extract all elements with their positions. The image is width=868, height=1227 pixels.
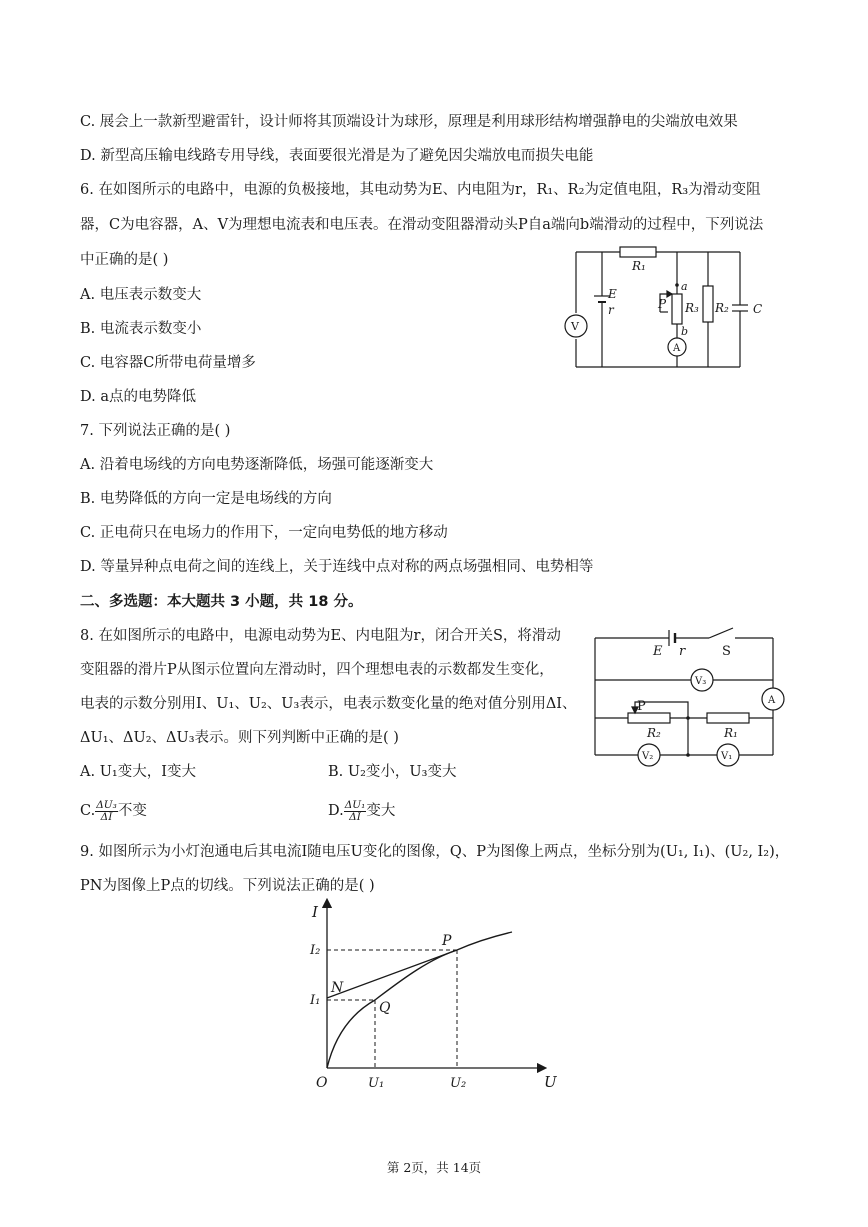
q6-circuit-diagram — [560, 240, 780, 375]
q8-v3-label: V₃ — [695, 676, 707, 687]
q8-label-p: P — [637, 699, 646, 714]
q9-axis-i: I — [312, 903, 318, 921]
q6-label-c: C — [753, 302, 763, 316]
q9-point-n: N — [331, 980, 344, 996]
q5-option-c: C. 展会上一款新型避雷针，设计师将其顶端设计为球形，原理是利用球形结构增强静电的尖端放电效果 — [80, 114, 738, 130]
q9-tick-u2: U₂ — [450, 1076, 467, 1091]
q7-option-b: B. 电势降低的方向一定是电场线的方向 — [80, 491, 332, 507]
q7-stem: 7. 下列说法正确的是( ) — [80, 423, 231, 439]
q8-v1-label: V₁ — [721, 751, 733, 762]
q8-options-row2 — [80, 798, 396, 824]
q8-label-s: S — [722, 644, 731, 659]
q8-label-e: E — [653, 644, 663, 659]
q9-tick-u1: U₁ — [368, 1076, 385, 1091]
q8-label-r2: R₂ — [647, 726, 661, 740]
q7-option-d: D. 等量异种点电荷之间的连线上，关于连线中点对称的两点场强相同、电势相等 — [80, 559, 594, 575]
q6-label-r1: R₁ — [632, 259, 646, 273]
q9-point-q: Q — [379, 1000, 391, 1016]
q6-label-r3: R₃ — [685, 301, 699, 315]
q6-label-r2: R₂ — [715, 301, 729, 315]
q6-label-e: E — [608, 287, 617, 301]
section-2-heading: 二、多选题：本大题共 3 小题，共 18 分。 — [80, 594, 363, 610]
q8-option-d: D. $\frac{\text{ΔU₁}}{\Delta I}$ 变大 — [328, 798, 396, 823]
q8-stem-line3: 电表的示数分别用I、U₁、U₂、U₃表示，电表示数变化量的绝对值分别用ΔI、 — [80, 696, 577, 712]
q8-v2-label: V₂ — [642, 751, 654, 762]
q6-option-d: D. a点的电势降低 — [80, 389, 196, 405]
q9-stem-line2: PN为图像上P点的切线。下列说法正确的是( ) — [80, 878, 375, 894]
q6-option-a: A. 电压表示数变大 — [80, 287, 202, 303]
q6-option-c: C. 电容器C所带电荷量增多 — [80, 355, 256, 371]
q8-option-b: B. U₂变小，U₃变大 — [328, 764, 457, 780]
q6-label-r: r — [608, 303, 614, 317]
q8-label-r: r — [679, 644, 686, 659]
q6-option-b: B. 电流表示数变小 — [80, 321, 202, 337]
q8-option-c: C. $\frac{\text{ΔU₃}}{\Delta I}$ 不变 — [80, 798, 147, 823]
q8-stem-line2: 变阻器的滑片P从图示位置向左滑动时，四个理想电表的示数都发生变化， — [80, 662, 554, 678]
q6-stem-line2: 器，C为电容器，A、V为理想电流表和电压表。在滑动变阻器滑动头P自a端向b端滑动的过程中，下列说法 — [80, 217, 764, 233]
q9-origin: O — [316, 1075, 328, 1091]
q6-stem-line3: 中正确的是( ) — [80, 252, 169, 268]
page-footer: 第 2页，共 14页 — [386, 1160, 482, 1175]
q9-tick-i1: I₁ — [310, 993, 321, 1008]
q6-ammeter-label: A — [673, 343, 681, 354]
q8-ammeter-label: A — [768, 695, 776, 706]
q6-label-p: P — [658, 297, 667, 311]
q8-options-row1 — [80, 762, 457, 782]
q9-point-p: P — [442, 933, 452, 949]
q6-label-b: b — [681, 325, 689, 338]
q6-stem-line1: 6. 在如图所示的电路中，电源的负极接地，其电动势为E、内电阻为r，R₁、R₂为定值电阻，R₃为滑动变阻 — [80, 182, 761, 198]
q8-circuit-diagram — [585, 622, 790, 774]
q8-option-a: A. U₁变大，I变大 — [80, 764, 196, 780]
q7-option-a: A. 沿着电场线的方向电势逐渐降低，场强可能逐渐变大 — [80, 457, 434, 473]
q9-tick-i2: I₂ — [310, 943, 321, 958]
q7-option-c: C. 正电荷只在电场力的作用下，一定向电势低的地方移动 — [80, 525, 448, 541]
q9-iu-graph — [300, 895, 570, 1095]
q8-label-r1: R₁ — [724, 726, 738, 740]
q8-stem-line4: ΔU₁、ΔU₂、ΔU₃表示。则下列判断中正确的是( ) — [80, 730, 399, 746]
q8-stem-line1: 8. 在如图所示的电路中，电源电动势为E、内电阻为r，闭合开关S，将滑动 — [80, 628, 561, 644]
q6-label-a: a — [681, 280, 688, 293]
q9-stem-line1: 9. 如图所示为小灯泡通电后其电流I随电压U变化的图像，Q、P为图像上两点，坐标分别为(U₁, I₁)、(U₂, I₂)， — [80, 844, 790, 860]
q5-option-d: D. 新型高压输电线路专用导线，表面要很光滑是为了避免因尖端放电而损失电能 — [80, 148, 594, 164]
q9-axis-u: U — [544, 1073, 557, 1091]
q6-voltmeter-label: V — [571, 320, 579, 333]
